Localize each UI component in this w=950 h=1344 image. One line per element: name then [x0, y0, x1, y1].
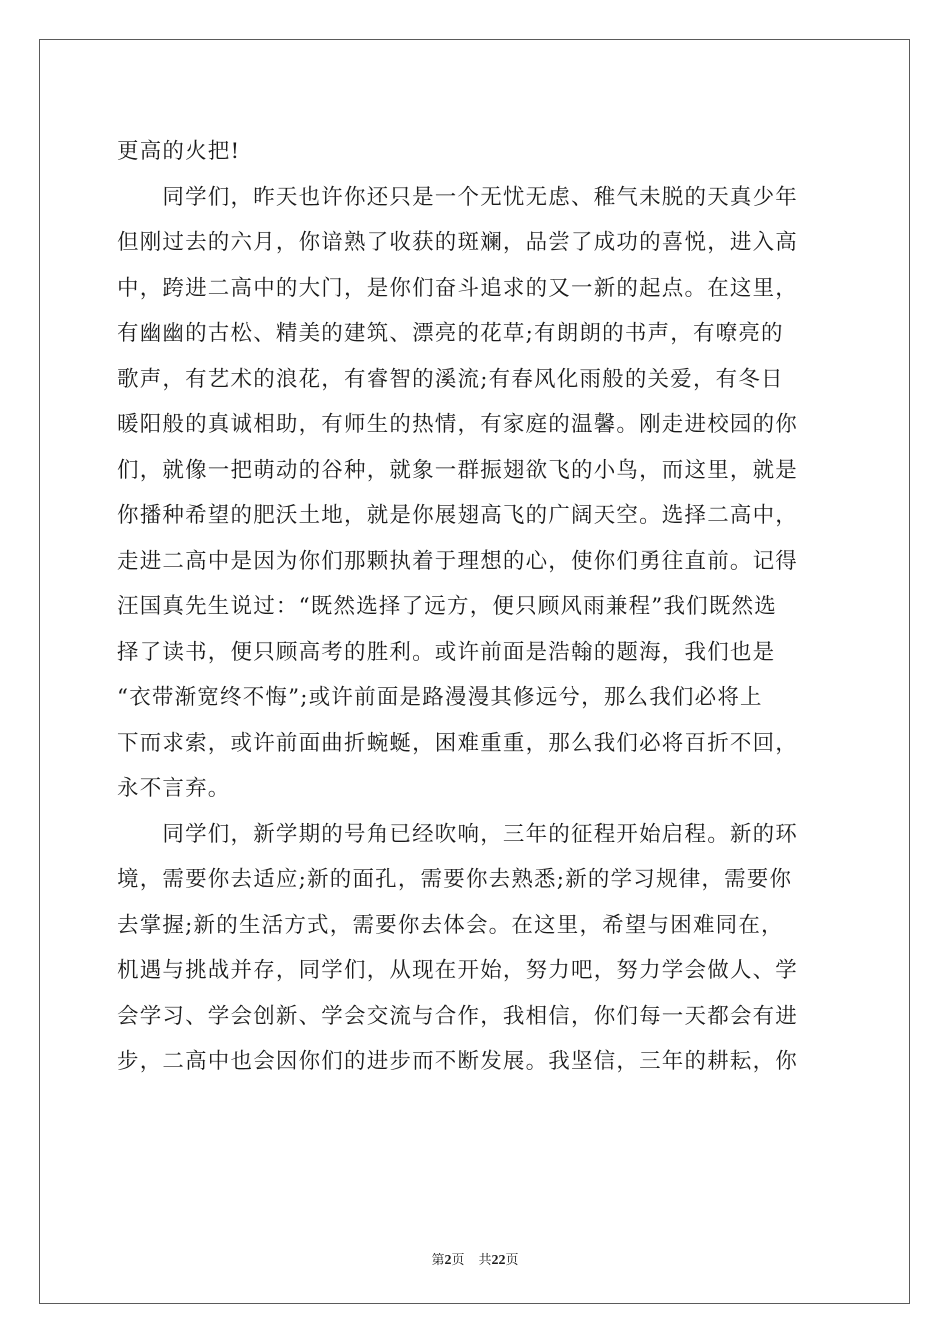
text-line: 会学习、学会创新、学会交流与合作，我相信，你们每一天都会有进 [117, 1003, 799, 1029]
text-line: 去掌握;新的生活方式，需要你去体会。在这里，希望与困难同在， [117, 912, 784, 938]
text-line: 同学们，新学期的号角已经吹响，三年的征程开始启程。新的环 [117, 821, 799, 847]
text-line: 下而求索，或许前面曲折蜿蜒，困难重重，那么我们必将百折不回， [117, 730, 799, 756]
text-line: 机遇与挑战并存，同学们，从现在开始，努力吧，努力学会做人、学 [117, 958, 799, 983]
total-suffix: 页 [505, 1253, 519, 1268]
text-line: 永不言弃。 [117, 776, 231, 801]
text-line: 歌声，有艺术的浪花，有睿智的溪流;有春风化雨般的关爱，有冬日 [117, 366, 784, 392]
text-line: 境，需要你去适应;新的面孔，需要你去熟悉;新的学习规律，需要你 [117, 867, 793, 892]
text-line: 走进二高中是因为你们那颗执着于理想的心，使你们勇往直前。记得 [117, 548, 799, 574]
text-line: 有幽幽的古松、精美的建筑、漂亮的花草;有朗朗的书声，有嘹亮的 [117, 321, 784, 346]
total-pages: 22 [491, 1253, 506, 1268]
text-line: “衣带渐宽终不悔”;或许前面是路漫漫其修远兮，那么我们必将上 [117, 685, 763, 710]
text-line: 汪国真先生说过：“既然选择了远方，便只顾风雨兼程”我们既然选 [117, 594, 777, 619]
page-number: 2 [444, 1253, 452, 1268]
text-line: 暖阳般的真诚相助，有师生的热情，有家庭的温馨。刚走进校园的你 [117, 412, 799, 437]
text-line: 更高的火把! [117, 139, 241, 164]
document-body [117, 129, 837, 1085]
text-line: 但刚过去的六月，你谙熟了收获的斑斓，品尝了成功的喜悦，进入高 [117, 230, 799, 255]
text-line: 同学们，昨天也许你还只是一个无忧无虑、稚气未脱的天真少年 [117, 184, 799, 210]
text-line: 步，二高中也会因你们的进步而不断发展。我坚信，三年的耕耘，你 [117, 1049, 799, 1074]
text-line: 你播种希望的肥沃土地，就是你展翅高飞的广阔天空。选择二高中， [117, 503, 799, 528]
total-prefix: 共 [478, 1253, 492, 1268]
text-line: 们，就像一把萌动的谷种，就象一群振翅欲飞的小鸟，而这里，就是 [117, 457, 799, 483]
text-line: 中，跨进二高中的大门，是你们奋斗追求的又一新的起点。在这里， [117, 275, 799, 301]
page-prefix: 第 [431, 1253, 445, 1268]
text-line: 择了读书，便只顾高考的胜利。或许前面是浩翰的题海，我们也是 [117, 639, 776, 665]
page-footer [0, 1249, 950, 1269]
page-suffix: 页 [451, 1253, 465, 1268]
